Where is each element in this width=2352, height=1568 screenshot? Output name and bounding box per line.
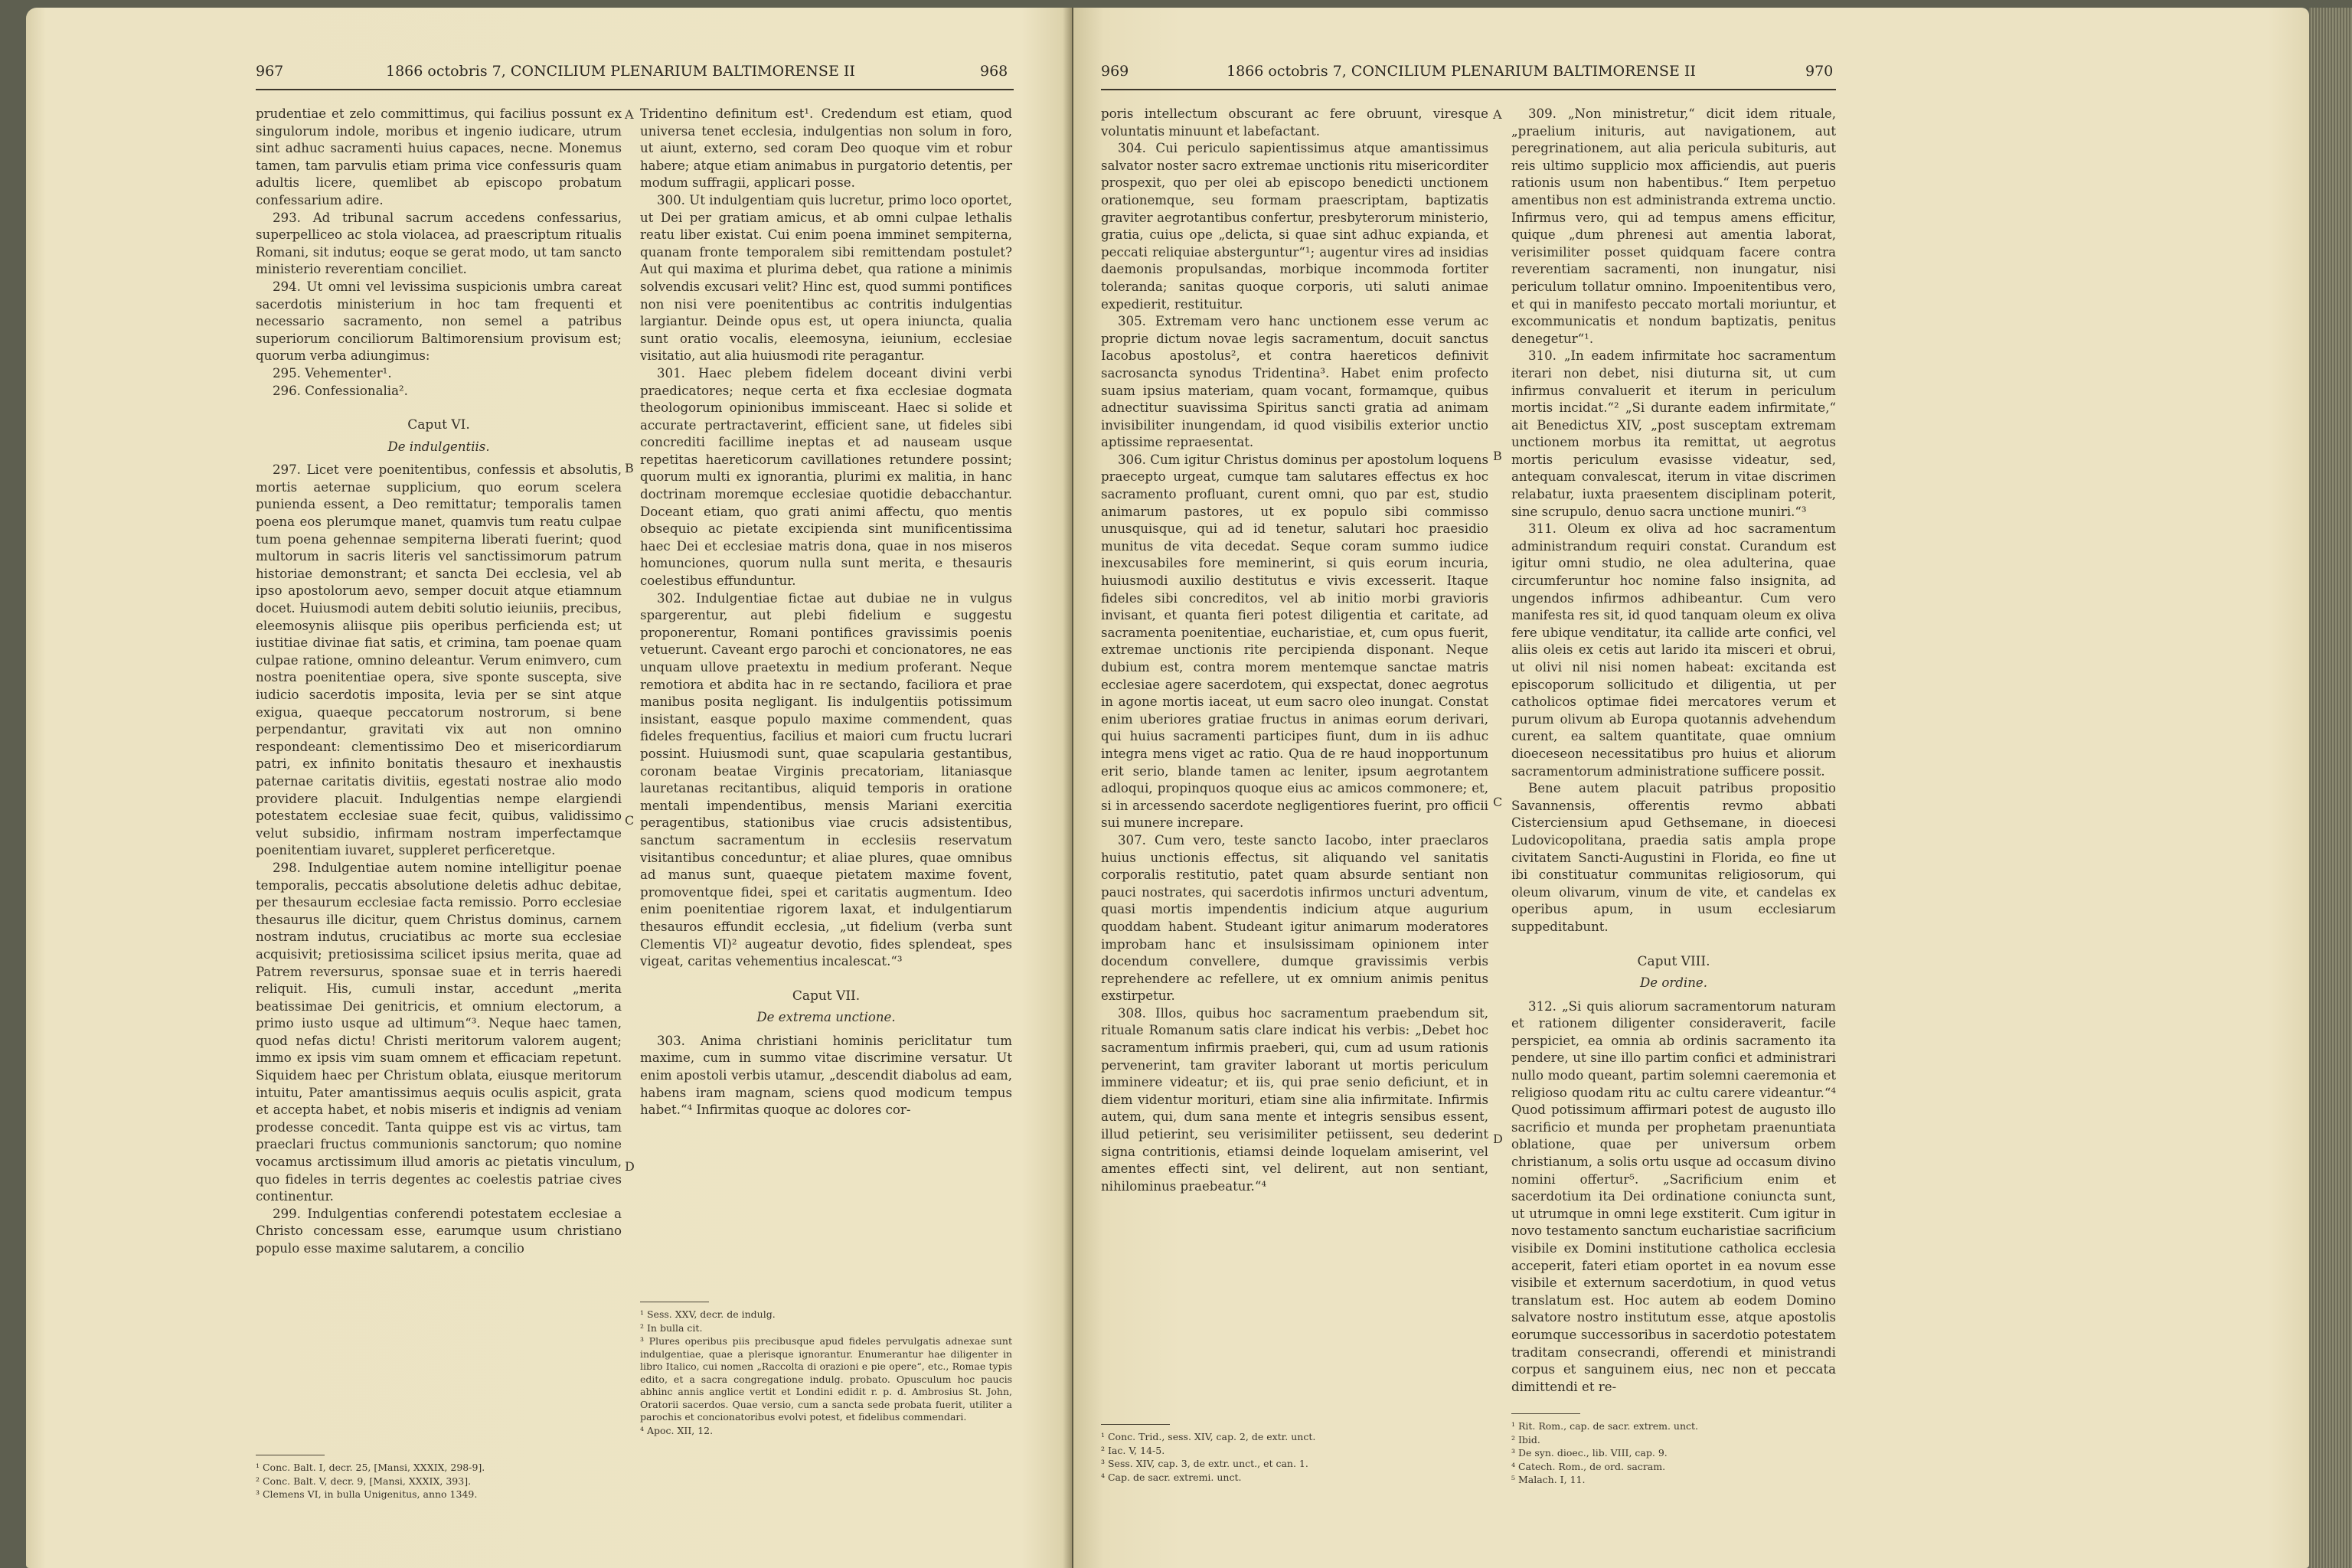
paragraph: 297. Licet vere poenitentibus, confessis et absolutis, mortis aeternae supplicium, quo eorum scelera punienda essent, a Deo remittatur; temporalis tamen poena eos plerumque manet, quamvis tum reatu culpae tum poena gehennae sempiterna liberati fuerint; quod multorum in sacris literis vel sanctissimorum patrum historiae demonstrant; et sancta Dei ecclesia, vel ab ipso apostolorum aevo, semper docuit atque etiamnum docet. Huiusmodi autem debiti solutio ieiuniis, precibus, eleemosynis aliisque piis operibus perficienda est; ut iustitiae divinae fiat satis, et crimina, tam poenae quam culpae ratione, omnino deleantur. Verum enimvero, cum nostra poenitentiae opera, sive sponte suscepta, sive iudicio sacerdotis imposita, levia per se sint atque exigua, quaeque peccatorum nostrorum, si bene perpendantur, gravitati vix aut non omnino respondeant: clementissimo Deo et misericordiarum patri, ex infinito bonitatis thesauro et inexhaustis paternae caritatis divitiis, egestati nostrae alio modo providere placuit. Indulgentias nempe elargiendi potestatem ecclesiae suae fecit, quibus, validissimo velut subsidio, infirmam nostram imperfectamque poenitentiam iuvaret, suppleret perficeretque. xyxy=(256,462,622,858)
page-stack-edge xyxy=(2309,8,2352,1568)
paragraph: 304. Cui periculo sapientissimus atque amantissimus salvator noster sacro extremae unctionis ritu misericorditer prospexit, quo per olei ab episcopo benedicti unctionem orationemque, seu formam praescriptam, baptizatis graviter aegrotantibus confertur, presbyterorum ministerio, gratia, cuius ope „delicta, si quae sint adhuc expianda, et peccati reliquiae absterguntur“¹; augentur vires ad insidias daemonis propulsandas, morbique incommoda fortiter toleranda; sanitas quoque corporis, uti saluti animae expedierit, restituitur. xyxy=(1101,141,1488,312)
footnote: ² In bulla cit. xyxy=(640,1321,703,1334)
margin-letter-b: B xyxy=(625,461,634,475)
footnote: ¹ Conc. Balt. I, decr. 25, [Mansi, XXXIX, 298-9]. xyxy=(256,1462,485,1473)
left-column-2-footnotes xyxy=(640,1302,1012,1438)
paragraph: prudentiae et zelo committimus, qui facilius possunt ex singulorum indole, moribus et ingenio iudicare, utrum sint adhuc sacramenti huius capaces, necne. Monemus tamen, tam parvulis etiam prima vice confessuris quam adultis licere, quemlibet ab episcopo probatum confessarium adire. xyxy=(256,106,622,207)
left-page xyxy=(26,8,1072,1568)
paragraph: 309. „Non ministretur,“ dicit idem rituale, „praelium inituris, aut navigationem, aut peregrinationem, aut alia pericula subituris, aut reis ultimo supplicio mox afficiendis, aut pueris rationis usum non habentibus.“ Item perpetuo amentibus non est administranda extrema unctio. Infirmus vero, qui ad tempus amens efficitur, quique „dum phrenesi aut amentia laborat, verisimiliter posset quidquam facere contra reverentiam sacramenti, non inungatur, nisi periculum tollatur omnino. Impoenitentibus vero, et qui in manifesto peccato mortali moriuntur, et excommunicatis et nondum baptizatis, penitus denegetur“¹. xyxy=(1511,106,1836,346)
chapter-heading: Caput VII. xyxy=(792,988,861,1004)
footnote: ³ De syn. dioec., lib. VIII, cap. 9. xyxy=(1511,1447,1668,1459)
paragraph: 307. Cum vero, teste sancto Iacobo, inter praeclaros huius unctionis effectus, sit aliquando vel sanitatis corporalis restitutio, patet quam absurde sentiant non pauci nostrates, qui sacerdotis infirmos uncturi adventum, quasi mortis impendentis indicium atque augurium quoddam habent. Studeant igitur animarum moderatores improbam hanc et insulsissimam opinionem inter docendum convellere, dumque gravissimis verbis reprehendere ac refellere, ut ex omnium animis penitus exstirpetur. xyxy=(1101,832,1488,1004)
chapter-subtitle: De indulgentiis. xyxy=(387,439,490,454)
left-column-1 xyxy=(256,106,622,1258)
footnote: ¹ Conc. Trid., sess. XIV, cap. 2, de extr. unct. xyxy=(1101,1431,1316,1442)
right-column-2-footnotes xyxy=(1511,1413,1836,1488)
left-column-2 xyxy=(640,106,1012,1119)
paragraph: 293. Ad tribunal sacrum accedens confessarius, superpelliceo ac stola violacea, ad praescriptum ritualis Romani, sit indutus; eoque se gerat modo, ut tam sancto ministerio reverentiam conciliet. xyxy=(256,210,622,277)
paragraph: 301. Haec plebem fidelem doceant divini verbi praedicatores; neque certa et fixa ecclesiae dogmata theologorum opinionibus immisceant. Haec si solide et accurate pertractaverint, efficient sane, ut fideles sibi concrediti facillime ineptas et ad nauseam usque repetitas haereticorum cavillationes retundere possint; quorum multi ex ignorantia, plurimi ex malitia, in hanc doctrinam moremque ecclesiae quotidie debacchantur. Doceant etiam, quo grati animi affectu, quo mentis obsequio ac pietate excipienda sint munificentissima haec Dei et ecclesiae matris dona, quae in nos miseros homunciones, quorum nulla sunt merita, e thesauris coelestibus effunduntur. xyxy=(640,365,1012,589)
margin-letter-a: A xyxy=(625,107,634,122)
chapter-subtitle: De extrema unctione. xyxy=(756,1010,896,1025)
right-column-1-footnotes xyxy=(1101,1424,1488,1485)
left-column-1-footnotes xyxy=(256,1455,622,1502)
right-column-2 xyxy=(1511,106,1836,1396)
footnote: ¹ Rit. Rom., cap. de sacr. extrem. unct. xyxy=(1511,1420,1699,1432)
right-column-1 xyxy=(1101,106,1488,1195)
paragraph: 303. Anima christiani hominis periclitatur tum maxime, cum in summo vitae discrimine versatur. Ut enim apostoli verbis utamur, „descendit diabolus ad eam, habens iram magnam, sciens quod modicum tempus habet.“⁴ Infirmitas quoque ac dolores cor- xyxy=(640,1033,1012,1118)
footnote: ⁴ Catech. Rom., de ord. sacram. xyxy=(1511,1460,1666,1472)
right-margin-letter-d: D xyxy=(1493,1132,1503,1146)
paragraph: 302. Indulgentiae fictae aut dubiae ne in vulgus spargerentur, aut plebi fidelium e suggestu proponerentur, Romani pontifices gravissimis poenis vetuerunt. Caveant ergo parochi et concionatores, ne eas unquam ullove praetextu in medium proferant. Neque remotiora et abdita hac in re sectando, faciliora et prae manibus posita negligant. Iis indulgentiis potissimum insistant, easque populo maxime commendent, quas fideles frequentius, facilius et maiori cum fructu lucrari possint. Huiusmodi sunt, quae scapularia gestantibus, coronam beatae Virginis precatoriam, litaniasque lauretanas recitantibus, aliquid temporis in oratione mentali impendentibus, mensis Mariani exercitia peragentibus, stationibus viae crucis adsistentibus, sanctum sacramentum in ecclesiis reservatum visitantibus conceduntur; et aliae plures, quae omnibus ad manus sunt, quaeque pietatem maxime fovent, promoventque fidei, spei et caritatis augmentum. Ideo enim poenitentiae rigorem laxat, et indulgentiarum thesauros effundit ecclesia, „ut fidelium (verba sunt Clementis VI)² augeatur devotio, fides splendeat, spes vigeat, caritas vehementius incalescat.“³ xyxy=(640,590,1012,969)
right-header-rule xyxy=(1101,89,1836,90)
paragraph: 312. „Si quis aliorum sacramentorum naturam et rationem diligenter consideraverit, facile perspiciet, ea omnia ab ordinis sacramento ita pendere, ut sine illo partim confici et administrari nullo modo queant, partim solemni caeremonia et religioso quodam ritu ac cultu carere videantur.“⁴ Quod potissimum affirmari potest de augusto illo sacrificio et munda per prophetam praenuntiata oblatione, quae per universum orbem christianum, a solis ortu usque ad occasum divino nomini offertur⁵. „Sacrificium enim et sacerdotium ita Dei ordinatione coniuncta sunt, ut utrumque in omni lege exstiterit. Cum igitur in novo testamento sanctum eucharistiae sacrificium visibile ex Domini institutione catholica ecclesia acceperit, fateri etiam oportet in ea novum esse visibile et externum sacerdotium, in quod vetus translatum est. Hoc autem ab eodem Domino salvatore nostro institutum esse, atque apostolis eorumque successoribus in sacerdotio potestatem traditam consecrandi, offerendi et ministrandi corpus et sanguinem eius, nec non et peccata dimittendi et re- xyxy=(1511,998,1836,1394)
chapter-heading: Caput VIII. xyxy=(1637,953,1710,969)
footnote: ⁴ Cap. de sacr. extremi. unct. xyxy=(1101,1471,1242,1483)
footnote: ¹ Sess. XXV, decr. de indulg. xyxy=(640,1308,776,1320)
paragraph: 308. Illos, quibus hoc sacramentum praebendum sit, rituale Romanum satis clare indicat his verbis: „Debet hoc sacramentum infirmis praeberi, qui, cum ad usum rationis pervenerint, tam graviter laborant ut mortis periculum imminere videatur; et iis, qui prae senio deficiunt, et in diem videntur morituri, etiam sine alia infirmitate. Infirmis autem, qui, dum sana mente et integris sensibus essent, illud petierint, seu verisimiliter petiissent, seu dederint signa contritionis, etiamsi deinde loquelam amiserint, vel amentes effecti sint, vel delirent, aut non sentiant, nihilominus praebeatur.“⁴ xyxy=(1101,1005,1488,1194)
footnote-separator xyxy=(1511,1413,1580,1414)
margin-letter-c: C xyxy=(625,813,635,828)
left-page-number-b: 968 xyxy=(980,63,1008,80)
footnote: ³ Clemens VI, in bulla Unigenitus, anno 1349. xyxy=(256,1488,478,1500)
margin-letter-d: D xyxy=(625,1159,635,1174)
left-running-title: 1866 octobris 7, CONCILIUM PLENARIUM BALTIMORENSE II xyxy=(386,63,855,80)
paragraph: Tridentino definitum est¹. Credendum est etiam, quod universa tenet ecclesia, indulgentias non solum in foro, ut aiunt, externo, sed coram Deo quoque vim et robur habere; atque etiam animabus in purgatorio detentis, per modum suffragii, applicari posse. xyxy=(640,106,1012,191)
footnote: ³ Plures operibus piis precibusque apud fideles pervulgatis adnexae sunt indulgentiae, quae a plerisque ignorantur. Enumerantur hae diligenter in libro Italico, cui nomen „Raccolta di orazioni e pie opere“, etc., Romae typis edito, et a sacra congregatione indulg. probato. Opusculum hoc paucis abhinc annis anglice vertit et Londini edidit r. p. d. Ambrosius St. John, Oratorii sacerdos. Quae versio, cum a sancta sede probata fuerit, utiliter a parochis et concionatoribus evolvi potest, et fidelibus commendari. xyxy=(640,1335,1012,1423)
footnote: ⁵ Malach. I, 11. xyxy=(1511,1474,1586,1485)
paragraph: Bene autem placuit patribus propositio Savannensis, offerentis revmo abbati Cisterciensium apud Gethsemane, in dioecesi Ludovicopolitana, praedia satis ampla prope civitatem Sancti-Augustini in Florida, eo fine ut ibi constituatur communitas religiosorum, qui oleum olivarum, vinum de vite, et candelas ex operibus apum, in usum ecclesiarum suppeditabunt. xyxy=(1511,781,1836,934)
footnote: ² Iac. V, 14-5. xyxy=(1101,1444,1165,1456)
right-margin-letter-a: A xyxy=(1493,107,1502,122)
paragraph: 305. Extremam vero hanc unctionem esse verum ac proprie dictum novae legis sacramentum, docuit sanctus Iacobus apostolus², et contra haereticos definivit sacrosancta synodus Tridentina³. Habet enim profecto suam ipsius materiam, quam vocant, formamque, quibus adnectitur suavissima Spiritus sancti gratia ad animam invisibiliter inungendam, id quod visibilis exterior unctio aptissime repraesentat. xyxy=(1101,314,1488,450)
right-page-number-a: 969 xyxy=(1101,63,1129,80)
footnote: ² Ibid. xyxy=(1511,1433,1540,1446)
paragraph: poris intellectum obscurant ac fere obruunt, viresque voluntatis minuunt et labefactant. xyxy=(1101,106,1488,139)
right-page xyxy=(1073,8,2309,1568)
right-margin-letter-b: B xyxy=(1493,449,1502,463)
chapter-subtitle: De ordine. xyxy=(1639,975,1708,991)
paragraph: 306. Cum igitur Christus dominus per apostolum loquens praecepto urgeat, cumque tam salutares effectus ex hoc sacramento profluant, curent omni, quo par est, studio animarum pastores, ut ex populo sibi commisso unusquisque, qui ad id tenetur, salutari hoc praesidio munitus de vita decedat. Seque coram summo iudice inexcusabiles fore meminerint, si quis eorum incuria, huiusmodi auxilio destitutus e vivis excesserit. Itaque fideles sibi concreditos, vel ab initio morbi gravioris invisant, et quanta fieri potest diligentia et caritate, ad sacramenta poenitentiae, eucharistiae, et, cum opus fuerit, extremae unctionis rite percipienda disponant. Neque dubium est, contra morem mentemque sanctae matris ecclesiae agere sacerdotem, qui exspectat, donec aegrotus in agone mortis iaceat, ut eum sacro oleo inungat. Constat enim uberiores gratiae fructus in animas eorum derivari, qui huius sacramenti participes fiunt, dum in iis adhuc integra mens viget ac ratio. Qua de re haud inopportunum erit serio, blande tamen ac leniter, ipsum aegrotantem adloqui, propinquos quoque eius ac amicos commonere; et, si in arcessendo sacerdote negligentiores fuerint, pro officii sui munere increpare. xyxy=(1101,452,1488,831)
paragraph: 298. Indulgentiae autem nomine intelligitur poenae temporalis, peccatis absolutione deletis adhuc debitae, per thesaurum ecclesiae facta remissio. Porro ecclesiae thesaurus ille dicitur, quem Christus dominus, carnem nostram indutus, cruciatibus ac morte sua ecclesiae acquisivit; pretiosissima scilicet ipsius merita, quae ad Patrem reversurus, sponsae suae et in terris haeredi reliquit. His, cumuli instar, accedunt „merita beatissimae Dei genitricis, et omnium electorum, a primo iusto usque ad ultimum“³. Neque haec tamen, quod nefas dictu! Christi meritorum valorem augent; immo ex ipsis vim suam omnem et efficaciam repetunt. Siquidem haec per Christum oblata, eiusque meritorum intuitu, Pater amantissimus aequis oculis aspicit, grata et accepta habet, et nobis miseris et indignis ad veniam prodesse concedit. Tanta quippe est vis ac virtus, tam praeclari fructus communionis sanctorum; quo nomine vocamus arctissimum illud amoris ac pietatis vinculum, quo fideles in terris degentes ac coelestis patriae cives continentur. xyxy=(256,860,622,1204)
paragraph: 311. Oleum ex oliva ad hoc sacramentum administrandum requiri constat. Curandum est igitur omni studio, ne olea adulterina, quae circumferuntur hoc nomine falso insignita, ad ungendos infirmos adhibeantur. Cum vero manifesta res sit, id quod tanquam oleum ex oliva fere ubique venditatur, ita callide arte confici, vel aliis oleis ex cetis aut larido ita misceri et obrui, ut olivi nil nisi nomen habeat: excitanda est episcoporum sollicitudo et diligentia, ut per catholicos optimae fidei mercatores verum et purum olivum ab Europa quotannis advehendum curent, ea saltem quantitate, quae omnium dioeceseon necessitatibus pro huius et aliorum sacramentorum administratione sufficere possit. xyxy=(1511,521,1836,779)
right-running-title: 1866 octobris 7, CONCILIUM PLENARIUM BALTIMORENSE II xyxy=(1227,63,1696,80)
footnote: ³ Sess. XIV, cap. 3, de extr. unct., et can. 1. xyxy=(1101,1458,1308,1469)
paragraph: 310. „In eadem infirmitate hoc sacramentum iterari non debet, nisi diuturna sit, ut cum infirmus convaluerit et iterum in periculum mortis incidat.“² „Si durante eadem infirmitate,“ ait Benedictus XIV, „post susceptam extremam unctionem morbus ita remittat, ut aegrotus mortis periculum evasisse videatur, sed, antequam convalescat, iterum in vitae discrimen relabatur, iuxta praesentem disciplinam poterit, sine scrupulo, denuo sacra unctione muniri.“³ xyxy=(1511,348,1836,519)
footnote-separator xyxy=(1101,1424,1170,1425)
paragraph: 296. Confessionalia². xyxy=(273,383,408,398)
paragraph: 295. Vehementer¹. xyxy=(273,365,392,381)
right-margin-letter-c: C xyxy=(1493,795,1503,809)
right-page-number-b: 970 xyxy=(1805,63,1834,80)
paragraph: 300. Ut indulgentiam quis lucretur, primo loco oportet, ut Dei per gratiam amicus, et ab omni culpae lethalis reatu liber existat. Cui enim poena imminet sempiterna, quanam fronte temporalem sibi remittendam postulet? Aut qui maxima et plurima debet, qua ratione a minimis solvendis excusari velit? Hinc est, quod summi pontifices non nisi vere poenitentibus ac contritis indulgentias largiantur. Deinde opus est, ut opera iniuncta, qualia sunt oratio vocalis, eleemosyna, ieiunium, ecclesiae visitatio, aut alia huiusmodi rite peragantur. xyxy=(640,192,1012,364)
footnote: ² Conc. Balt. V, decr. 9, [Mansi, XXXIX, 393]. xyxy=(256,1475,472,1487)
left-header-rule xyxy=(256,89,1014,90)
paragraph: 299. Indulgentias conferendi potestatem ecclesiae a Christo concessam esse, earumque usum christiano populo esse maxime salutarem, a concilio xyxy=(256,1206,622,1256)
paragraph: 294. Ut omni vel levissima suspicionis umbra careat sacerdotis ministerium in hoc tam frequenti et necessario sacramento, non semel a patribus superiorum conciliorum Baltimorensium provisum est; quorum verba adiungimus: xyxy=(256,279,622,364)
left-page-number-a: 967 xyxy=(256,63,284,80)
chapter-heading: Caput VI. xyxy=(407,417,470,433)
footnote: ⁴ Apoc. XII, 12. xyxy=(640,1424,714,1436)
